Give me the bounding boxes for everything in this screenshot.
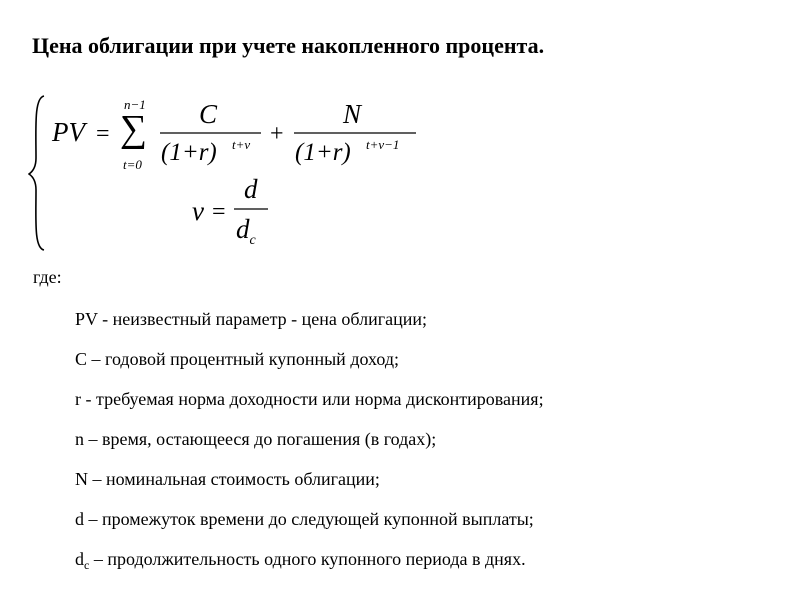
v-symbol: v xyxy=(192,196,204,226)
bond-price-formula xyxy=(28,88,448,258)
coupon-c: C xyxy=(199,99,218,129)
d-denominator-subscript: c xyxy=(249,233,256,248)
equals-sign-2: = xyxy=(212,199,226,225)
slide-title: Цена облигации при учете накопленного процента. xyxy=(32,33,545,58)
pv-symbol: PV xyxy=(52,117,85,147)
d-denominator: $d_c$ xyxy=(236,214,256,248)
equals-sign-1: = xyxy=(96,121,110,147)
definition-d: d – промежуток времени до следующей купонной выплаты; xyxy=(75,509,534,529)
dc-symbol: d xyxy=(75,549,84,569)
definition-n-time: n – время, остающееся до погашения (в годах); xyxy=(75,429,437,449)
definition-n-nominal: N – номинальная стоимость облигации; xyxy=(75,469,380,489)
dc-subscript: c xyxy=(84,558,90,572)
nominal-n: N xyxy=(343,99,362,129)
exponent-1: t+v xyxy=(232,137,251,152)
sigma-icon: ∑ xyxy=(120,108,148,150)
definition-pv: PV - неизвестный параметр - цена облигации; xyxy=(75,309,428,329)
definition-dc xyxy=(75,547,544,587)
discount-denominator-1: (1+r) xyxy=(161,139,217,166)
system-brace xyxy=(29,96,44,250)
where-label: где: xyxy=(33,267,62,287)
dc-text: – продолжительность одного купонного периода в днях. xyxy=(89,549,526,569)
definition-r: r - требуемая норма доходности или норма дисконтирования; xyxy=(75,389,544,409)
exponent-2: t+v−1 xyxy=(366,137,400,152)
definition-c: C – годовой процентный купонный доход; xyxy=(75,349,399,369)
d-numerator: d xyxy=(244,174,258,204)
sum-lower-limit: t=0 xyxy=(123,157,142,172)
sum-upper-limit: n−1 xyxy=(124,97,146,112)
plus-sign: + xyxy=(270,121,284,147)
discount-denominator-2: (1+r) xyxy=(295,139,351,166)
definitions-list xyxy=(75,307,544,587)
